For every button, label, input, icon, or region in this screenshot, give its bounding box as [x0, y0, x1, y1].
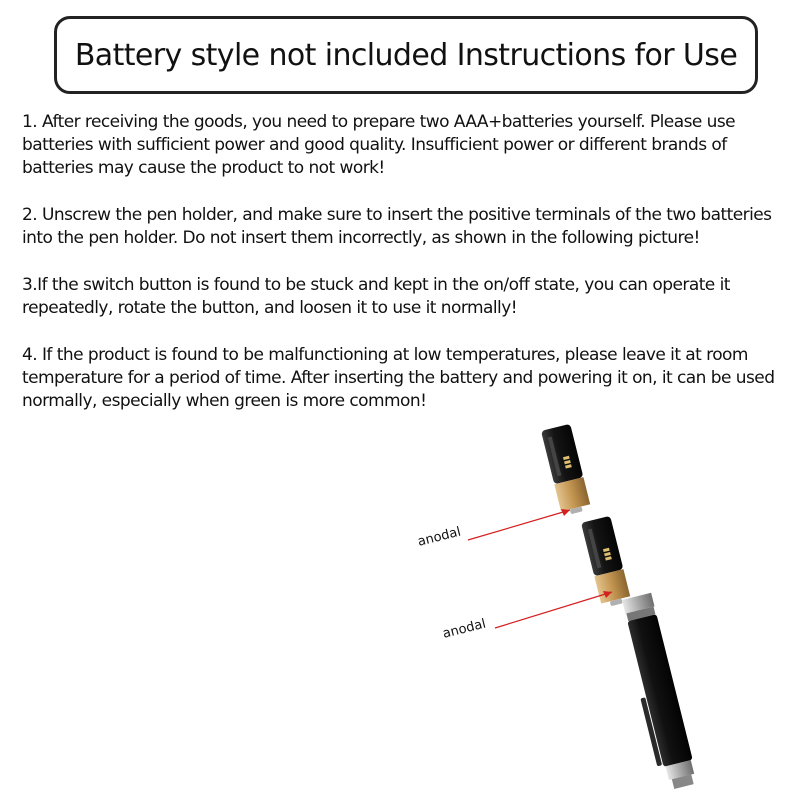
pen-holder-icon [616, 593, 698, 792]
instruction-3: 3.If the switch button is found to be stuck and kept in the on/off state, you can operate it repeatedly, rotate the button, and loosen it to use it normally! [22, 275, 730, 318]
instruction-2: 2. Unscrew the pen holder, and make sure to insert the positive terminals of the two batteries into the pen holder. Do not insert them incorrectly, as shown in the following picture! [22, 205, 772, 248]
page-title: Battery style not included Instructions for Use [74, 37, 738, 73]
anode-label-1: anodal [416, 524, 463, 550]
battery-pen-drawing [400, 420, 800, 800]
title-box [54, 16, 758, 94]
svg-text:▮▮▮: ▮▮▮ [561, 454, 574, 470]
instruction-4: 4. If the product is found to be malfunctioning at low temperatures, please leave it at room temperature for a period of time. After inserting the battery and powering it on, it can be used normally, especially when green is more common! [22, 345, 775, 411]
instruction-1: 1. After receiving the goods, you need to prepare two AAA+batteries yourself. Please use batteries with sufficient power and good quality. Insufficient power or different brands of batteries may cause the product to not work! [22, 112, 736, 178]
battery-top-icon [541, 424, 591, 517]
anode-label-2: anodal [441, 616, 488, 642]
anode-arrow-1 [468, 509, 570, 540]
svg-text:▮▮▮: ▮▮▮ [601, 546, 614, 562]
anode-arrow-2 [495, 591, 612, 628]
battery-pen-illustration [400, 420, 800, 800]
instructions-list [22, 111, 794, 437]
